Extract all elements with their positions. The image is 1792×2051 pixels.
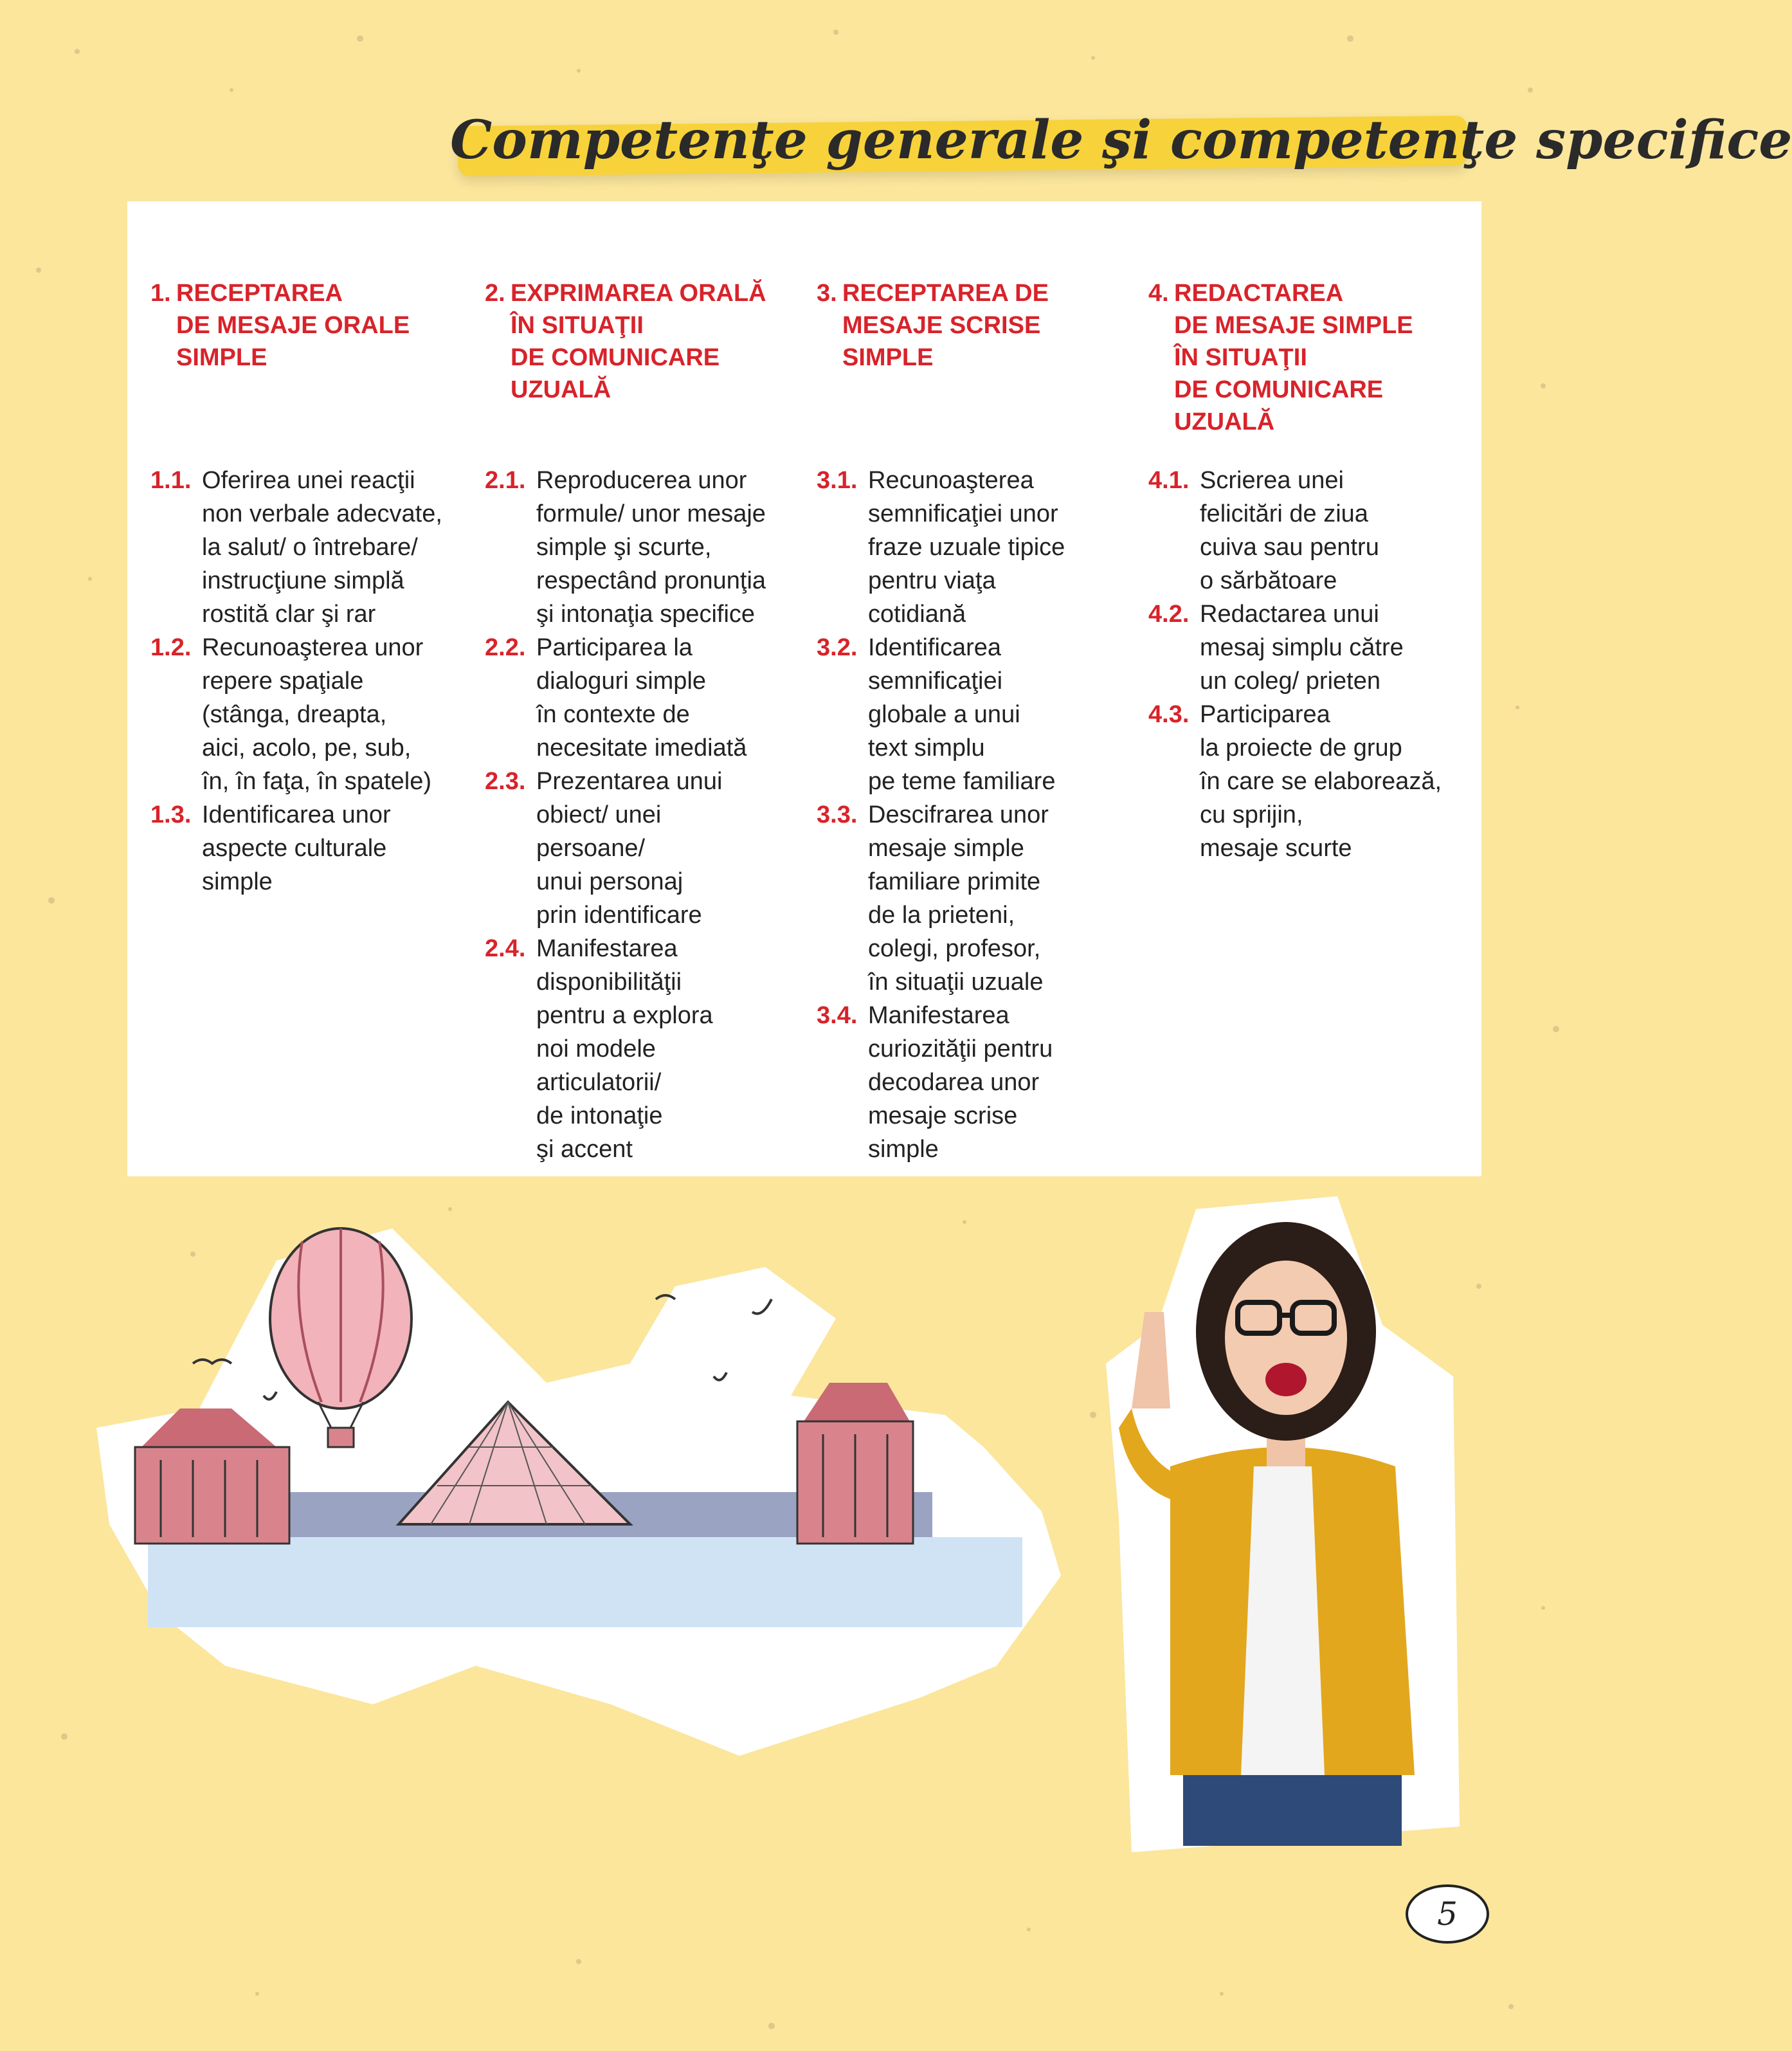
competence-item	[150, 798, 466, 898]
item-text: Scrierea unei felicitări de ziua cuiva sau pentru o sărbătoare	[1200, 467, 1379, 594]
page-number: 5	[1406, 1884, 1489, 1944]
item-number: 1.2.	[150, 634, 192, 661]
item-text: Prezentarea unui obiect/ unei persoane/ unui personaj prin identificare	[536, 768, 723, 929]
item-text: Manifestarea disponibilităţii pentru a explora noi modele articulatorii/ de intonaţie şi accent	[536, 935, 713, 1163]
competence-item	[150, 464, 466, 631]
item-text: Identificarea unor aspecte culturale simple	[202, 801, 391, 895]
heading-number: 1.	[150, 280, 171, 307]
item-number: 2.4.	[485, 935, 526, 962]
item-text: Recunoaşterea semnificaţiei unor fraze uzuale tipice pentru viaţa cotidiană	[868, 467, 1065, 628]
competence-column-4	[1148, 277, 1463, 865]
page-title: Competenţe generale şi competenţe specifice	[450, 109, 1792, 171]
heading-text: REDACTAREA DE MESAJE SIMPLE ÎN SITUAŢII DE COMUNICARE UZUALĂ	[1174, 280, 1413, 435]
competence-item	[817, 631, 1132, 798]
item-text: Redactarea unui mesaj simplu către un coleg/ prieten	[1200, 601, 1404, 695]
heading-text: RECEPTAREA DE MESAJE SCRISE SIMPLE	[842, 280, 1049, 371]
item-text: Reproducerea unor formule/ unor mesaje simple şi scurte, respectând pronunţia şi intonaţia specifice	[536, 467, 766, 628]
competence-item	[817, 999, 1132, 1166]
item-number: 3.3.	[817, 801, 858, 828]
competence-column-2	[485, 277, 800, 1166]
competence-item	[1148, 464, 1463, 597]
competence-item	[817, 464, 1132, 631]
open-mouth	[1265, 1363, 1307, 1396]
item-number: 1.1.	[150, 467, 192, 494]
heading-number: 4.	[1148, 280, 1169, 307]
louvre-illustration	[96, 1216, 1100, 1769]
item-number: 3.2.	[817, 634, 858, 661]
item-text: Oferirea unei reacţii non verbale adecvate, la salut/ o întrebare/ instrucţiune simplă rostită clar şi rar	[202, 467, 442, 628]
item-text: Identificarea semnificaţiei globale a unui text simplu pe teme familiare	[868, 634, 1056, 795]
item-number: 1.3.	[150, 801, 192, 828]
heading-text: RECEPTAREA DE MESAJE ORALE SIMPLE	[176, 280, 410, 371]
white-top	[1241, 1466, 1325, 1775]
item-number: 4.2.	[1148, 601, 1190, 628]
item-number: 3.4.	[817, 1002, 858, 1029]
competence-item	[485, 464, 800, 631]
item-text: Participarea la proiecte de grup în care se elaborează, cu sprijin, mesaje scurte	[1200, 701, 1442, 862]
right-palace	[797, 1383, 913, 1544]
item-number: 3.1.	[817, 467, 858, 494]
column-heading	[150, 277, 466, 464]
column-heading	[485, 277, 800, 464]
competence-column-1	[150, 277, 466, 898]
column-heading	[1148, 277, 1463, 464]
competence-column-3	[817, 277, 1132, 1166]
competence-item	[485, 932, 800, 1166]
competence-item	[150, 631, 466, 798]
item-number: 4.1.	[1148, 467, 1190, 494]
item-text: Descifrarea unor mesaje simple familiare primite de la prieteni, colegi, profesor, în situaţii uzuale	[868, 801, 1049, 996]
item-text: Recunoaşterea unor repere spaţiale (stânga, dreapta, aici, acolo, pe, sub, în, în faţa, în spatele)	[202, 634, 431, 795]
heading-number: 3.	[817, 280, 837, 307]
competence-item	[1148, 597, 1463, 698]
competence-item	[485, 765, 800, 932]
item-number: 2.1.	[485, 467, 526, 494]
item-number: 4.3.	[1148, 701, 1190, 728]
heading-text: EXPRIMAREA ORALĂ ÎN SITUAŢII DE COMUNICARE UZUALĂ	[511, 280, 766, 403]
item-text: Manifestarea curiozităţii pentru decodarea unor mesaje scrise simple	[868, 1002, 1053, 1163]
competence-item	[1148, 698, 1463, 865]
heading-number: 2.	[485, 280, 505, 307]
item-number: 2.2.	[485, 634, 526, 661]
excited-woman-photo	[1093, 1196, 1466, 1859]
item-text: Participarea la dialoguri simple în contexte de necesitate imediată	[536, 634, 747, 761]
competence-item	[485, 631, 800, 765]
column-heading	[817, 277, 1132, 464]
competence-item	[817, 798, 1132, 999]
river	[148, 1537, 1022, 1627]
competences-panel	[127, 201, 1481, 1176]
item-number: 2.3.	[485, 768, 526, 795]
